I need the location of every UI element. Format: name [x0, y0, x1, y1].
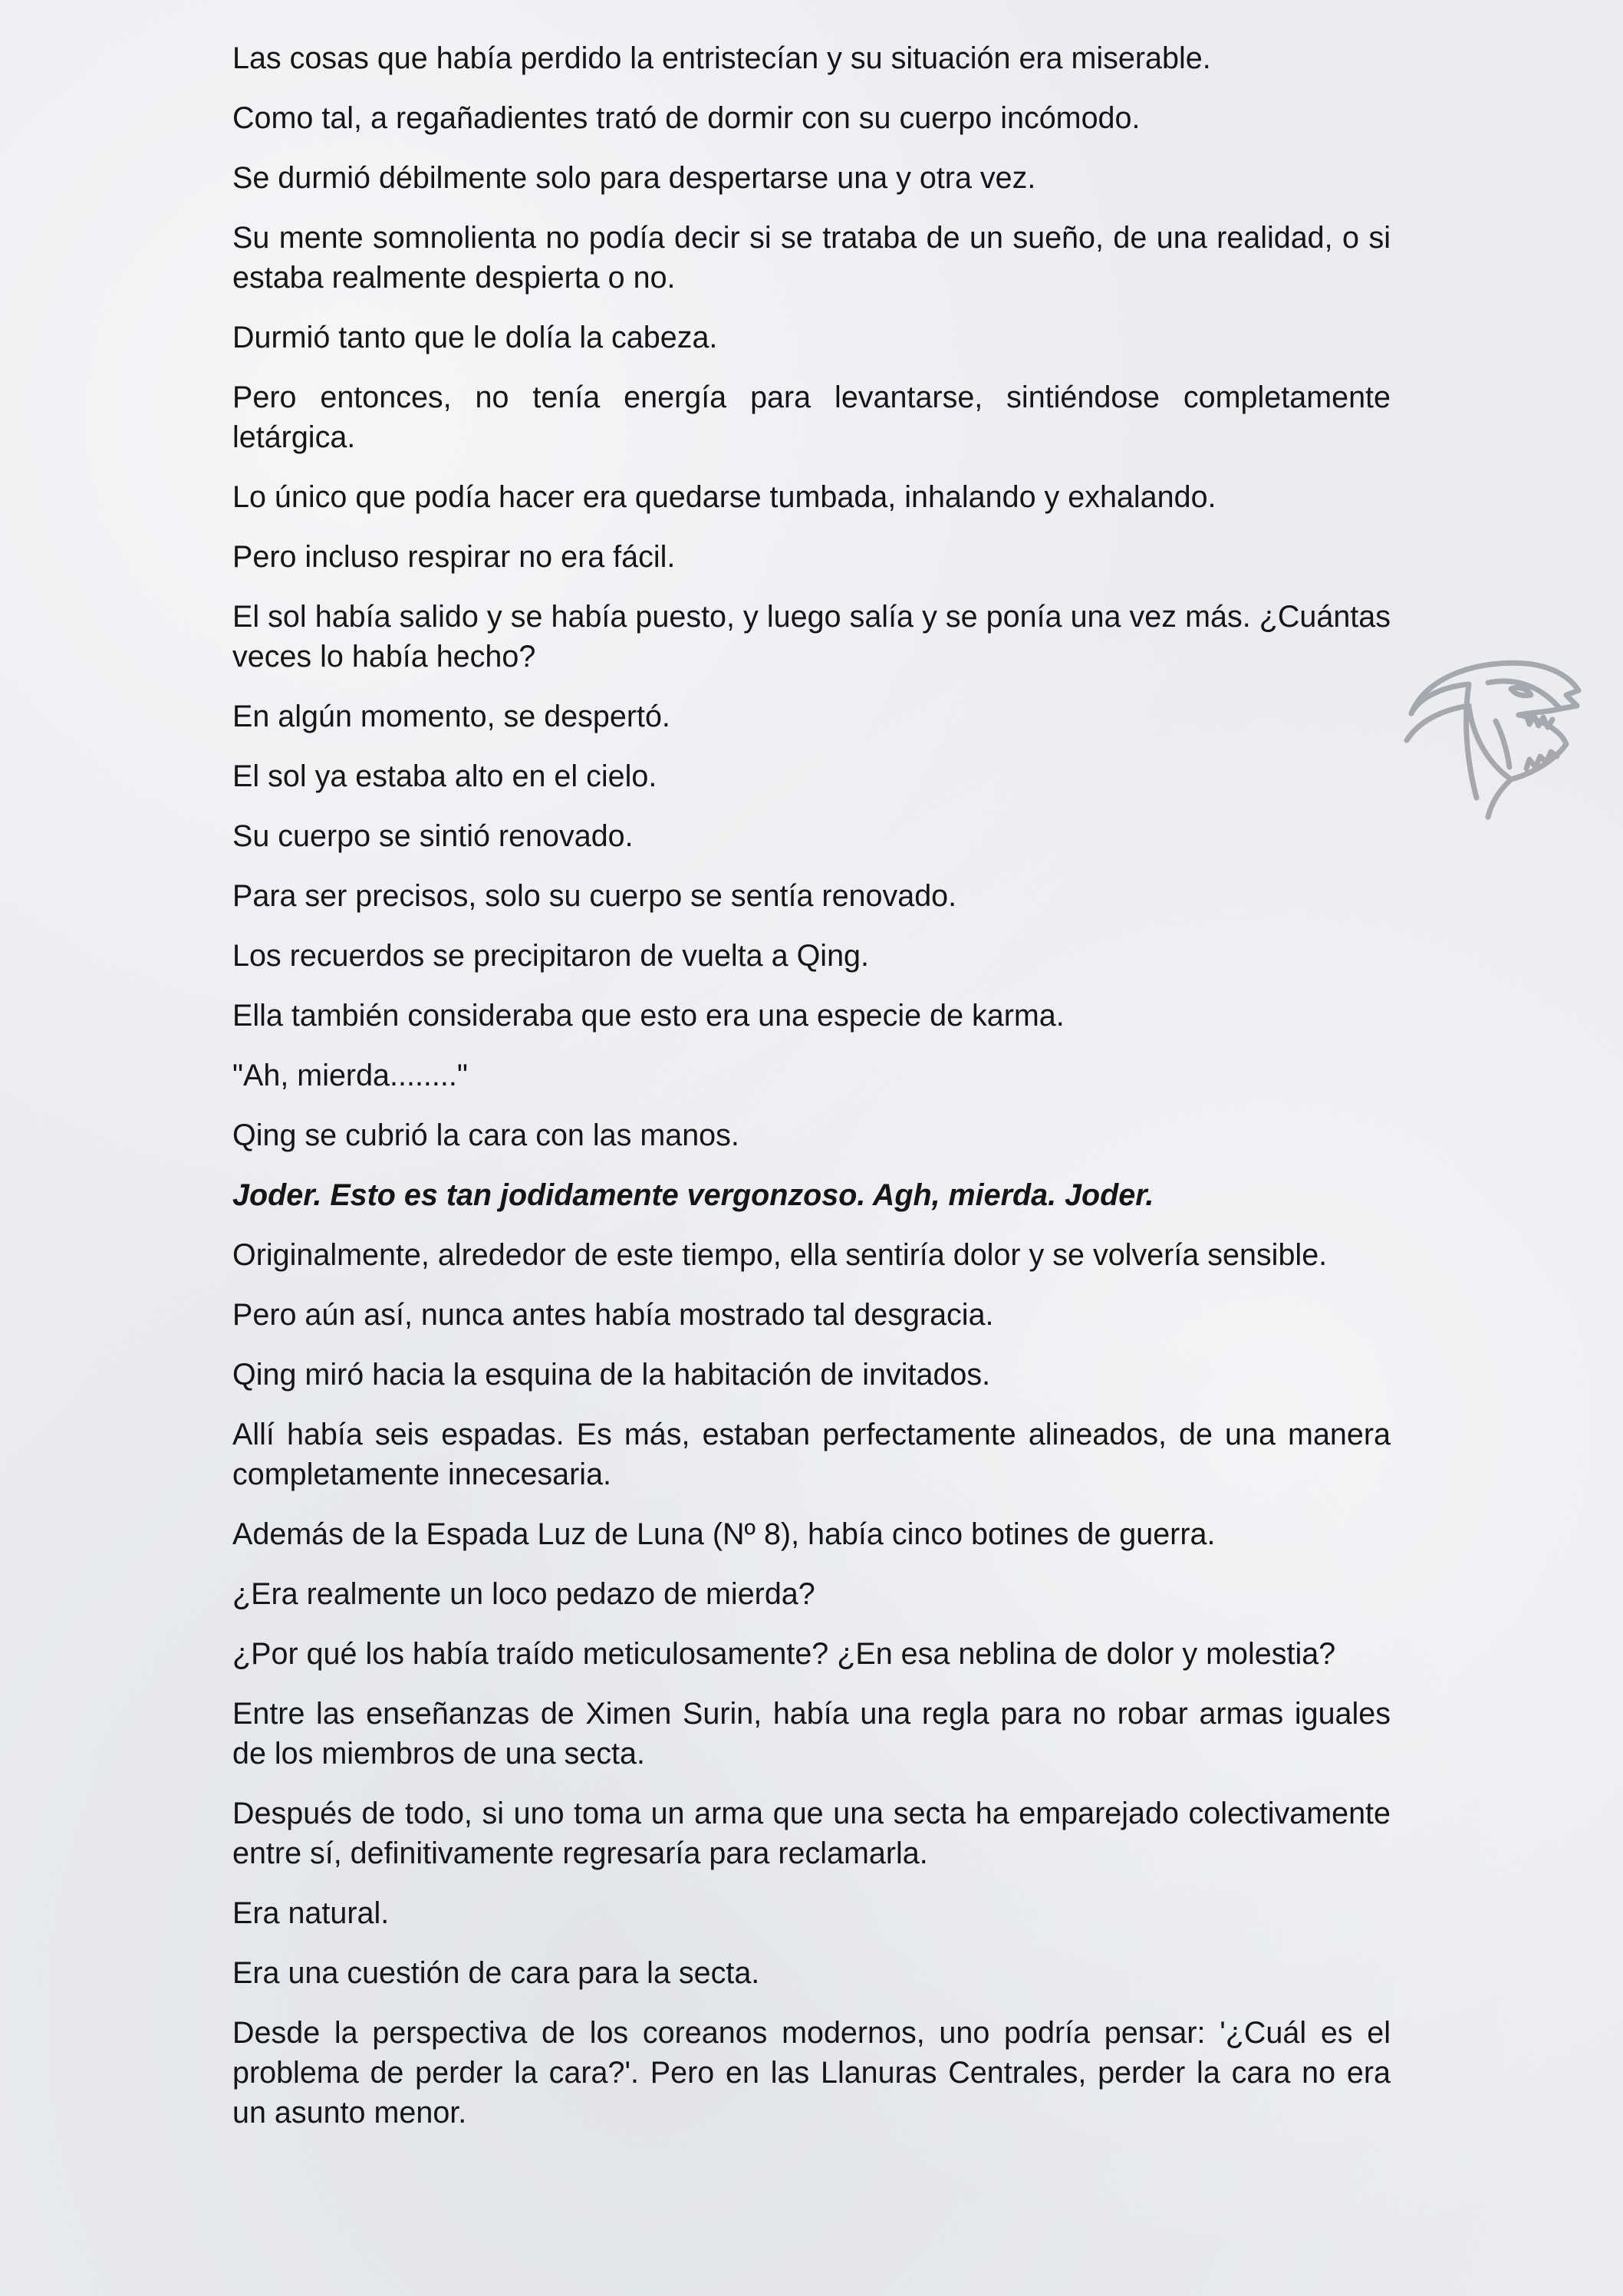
- paragraph: Los recuerdos se precipitaron de vuelta a Qing.: [232, 939, 869, 973]
- paragraph: El sol había salido y se había puesto, y luego salía y se ponía una vez más. ¿Cuántas veces lo había hecho?: [232, 600, 1391, 674]
- paragraph: Pero entonces, no tenía energía para levantarse, sintiéndose completamente letárgica.: [232, 380, 1391, 454]
- paragraph: Además de la Espada Luz de Luna (Nº 8), había cinco botines de guerra.: [232, 1517, 1216, 1551]
- paragraph: Su mente somnolienta no podía decir si se trataba de un sueño, de una realidad, o si estaba realmente despierta o no.: [232, 221, 1391, 295]
- paragraph: Pero aún así, nunca antes había mostrado tal desgracia.: [232, 1298, 994, 1332]
- paragraph: Era natural.: [232, 1896, 390, 1930]
- paragraph: Lo único que podía hacer era quedarse tumbada, inhalando y exhalando.: [232, 480, 1216, 514]
- paragraph: Desde la perspectiva de los coreanos modernos, uno podría pensar: '¿Cuál es el problema de perder la cara?'. Pero en las Llanuras Centrales, perder la cara no era un asunto menor.: [232, 2016, 1391, 2130]
- paragraph: Entre las enseñanzas de Ximen Surin, había una regla para no robar armas iguales de los miembros de una secta.: [232, 1697, 1391, 1771]
- paragraph: Originalmente, alrededor de este tiempo, ella sentiría dolor y se volvería sensible.: [232, 1238, 1328, 1272]
- paragraph: Durmió tanto que le dolía la cabeza.: [232, 321, 718, 354]
- inner-thought: Joder. Esto es tan jodidamente vergonzoso. Agh, mierda. Joder.: [232, 1178, 1154, 1212]
- paragraph: Era una cuestión de cara para la secta.: [232, 1956, 760, 1990]
- paragraph: Su cuerpo se sintió renovado.: [232, 819, 634, 853]
- paragraph: En algún momento, se despertó.: [232, 700, 670, 733]
- paragraph: Como tal, a regañadientes trató de dormir con su cuerpo incómodo.: [232, 101, 1141, 135]
- paragraph: Qing se cubrió la cara con las manos.: [232, 1118, 739, 1152]
- paragraph: Después de todo, si uno toma un arma que una secta ha emparejado colectivamente entre sí, definitivamente regresaría para reclamarla.: [232, 1797, 1391, 1870]
- paragraph: Se durmió débilmente solo para despertarse una y otra vez.: [232, 161, 1036, 195]
- paragraph: Para ser precisos, solo su cuerpo se sentía renovado.: [232, 879, 957, 913]
- dinosaur-head-icon: [1396, 629, 1595, 828]
- paragraph: Pero incluso respirar no era fácil.: [232, 540, 676, 574]
- dialogue-line: "Ah, mierda........": [232, 1059, 468, 1092]
- paragraph: Qing miró hacia la esquina de la habitación de invitados.: [232, 1358, 991, 1392]
- paragraph: ¿Por qué los había traído meticulosamente? ¿En esa neblina de dolor y molestia?: [232, 1637, 1336, 1671]
- paragraph: Allí había seis espadas. Es más, estaban perfectamente alineados, de una manera completamente innecesaria.: [232, 1418, 1391, 1491]
- paragraph: Las cosas que había perdido la entristecían y su situación era miserable.: [232, 41, 1211, 75]
- paragraph: El sol ya estaba alto en el cielo.: [232, 759, 657, 793]
- document-body: [232, 38, 1391, 2153]
- paragraph: Ella también consideraba que esto era una especie de karma.: [232, 999, 1065, 1033]
- paragraph: ¿Era realmente un loco pedazo de mierda?: [232, 1577, 815, 1611]
